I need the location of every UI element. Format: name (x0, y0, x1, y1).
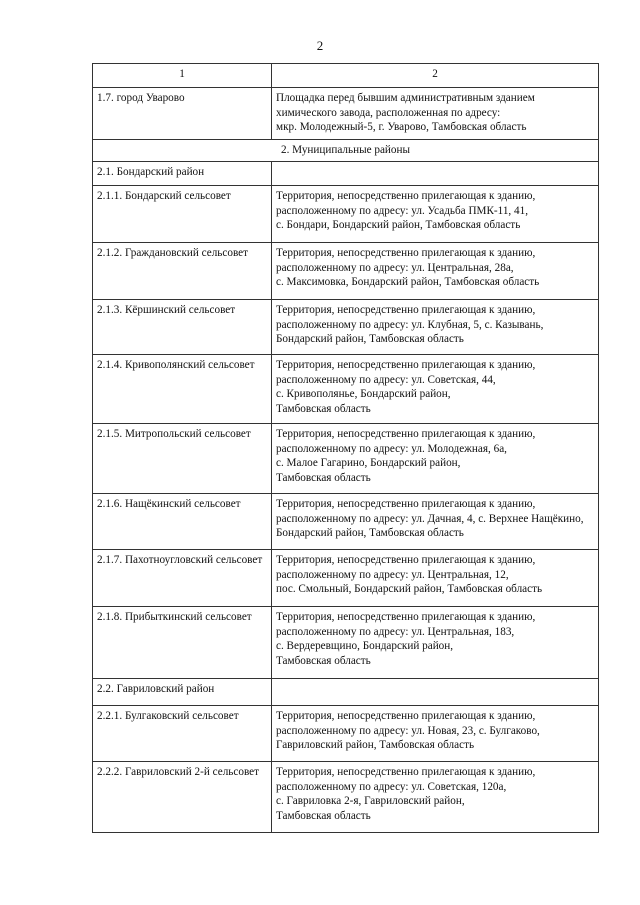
table-row (93, 88, 599, 140)
municipality-cell: 2.1.6. Нащёкинский сельсовет (93, 494, 272, 550)
municipality-cell: 2.1.8. Прибыткинский сельсовет (93, 607, 272, 679)
municipality-cell: 2.2. Гавриловский район (93, 679, 272, 706)
municipality-cell: 2.1.4. Кривополянский сельсовет (93, 355, 272, 424)
address-cell: Территория, непосредственно прилегающая к зданию, расположенному по адресу: ул. Новая, 23, с. Булгаково, Гавриловский район, Тамбовская область (272, 706, 599, 762)
municipality-cell: 2.1.1. Бондарский сельсовет (93, 186, 272, 243)
table-row (93, 186, 599, 243)
address-cell: Территория, непосредственно прилегающая к зданию, расположенному по адресу: ул. Центральная, 28а, с. Максимовка, Бондарский район, Тамбовская область (272, 243, 599, 300)
municipality-cell: 2.1.2. Граждановский сельсовет (93, 243, 272, 300)
municipality-cell: 2.1. Бондарский район (93, 162, 272, 186)
address-cell: Территория, непосредственно прилегающая к зданию, расположенному по адресу: ул. Усадьба ПМК-11, 41, с. Бондари, Бондарский район, Тамбовская область (272, 186, 599, 243)
header-cell-1: 1 (93, 64, 272, 88)
table-row (93, 355, 599, 424)
address-cell: Территория, непосредственно прилегающая к зданию, расположенному по адресу: ул. Молодежная, 6а, с. Малое Гагарино, Бондарский район, Тамбовская область (272, 424, 599, 494)
table-row (93, 550, 599, 607)
address-cell: Территория, непосредственно прилегающая к зданию, расположенному по адресу: ул. Советская, 120а, с. Гавриловка 2-я, Гавриловский район, Тамбовская область (272, 762, 599, 833)
table-header-row (93, 64, 599, 88)
table-row (93, 494, 599, 550)
address-cell: Площадка перед бывшим административным зданием химического завода, расположенная по адресу: мкр. Молодежный-5, г. Уварово, Тамбовская область (272, 88, 599, 140)
address-cell: Территория, непосредственно прилегающая к зданию, расположенному по адресу: ул. Дачная, 4, с. Верхнее Нащёкино, Бондарский район, Тамбовская область (272, 494, 599, 550)
address-cell: Территория, непосредственно прилегающая к зданию, расположенному по адресу: ул. Советская, 44, с. Кривополянье, Бондарский район, Тамбовская область (272, 355, 599, 424)
table-row (93, 162, 599, 186)
address-cell: Территория, непосредственно прилегающая к зданию, расположенному по адресу: ул. Центральная, 183, с. Вердеревщино, Бондарский район, Тамбовская область (272, 607, 599, 679)
address-cell: Территория, непосредственно прилегающая к зданию, расположенному по адресу: ул. Клубная, 5, с. Казывань, Бондарский район, Тамбовская область (272, 300, 599, 355)
address-cell (272, 162, 599, 186)
section-title: 2. Муниципальные районы (93, 139, 599, 162)
address-cell (272, 679, 599, 706)
municipality-cell: 2.1.5. Митропольский сельсовет (93, 424, 272, 494)
municipality-cell: 2.1.3. Кёршинский сельсовет (93, 300, 272, 355)
municipality-cell: 2.2.1. Булгаковский сельсовет (93, 706, 272, 762)
page-number: 2 (316, 38, 324, 53)
municipality-cell: 1.7. город Уварово (93, 88, 272, 140)
table-row (93, 679, 599, 706)
address-cell: Территория, непосредственно прилегающая к зданию, расположенному по адресу: ул. Центральная, 12, пос. Смольный, Бондарский район, Тамбовская область (272, 550, 599, 607)
table-row (93, 706, 599, 762)
header-cell-2: 2 (272, 64, 599, 88)
section-row (93, 139, 599, 162)
municipality-cell: 2.1.7. Пахотноугловский сельсовет (93, 550, 272, 607)
table-row (93, 243, 599, 300)
municipality-cell: 2.2.2. Гавриловский 2-й сельсовет (93, 762, 272, 833)
table-row (93, 424, 599, 494)
table-row (93, 607, 599, 679)
table-row (93, 300, 599, 355)
table-row (93, 762, 599, 833)
address-table (92, 63, 599, 833)
